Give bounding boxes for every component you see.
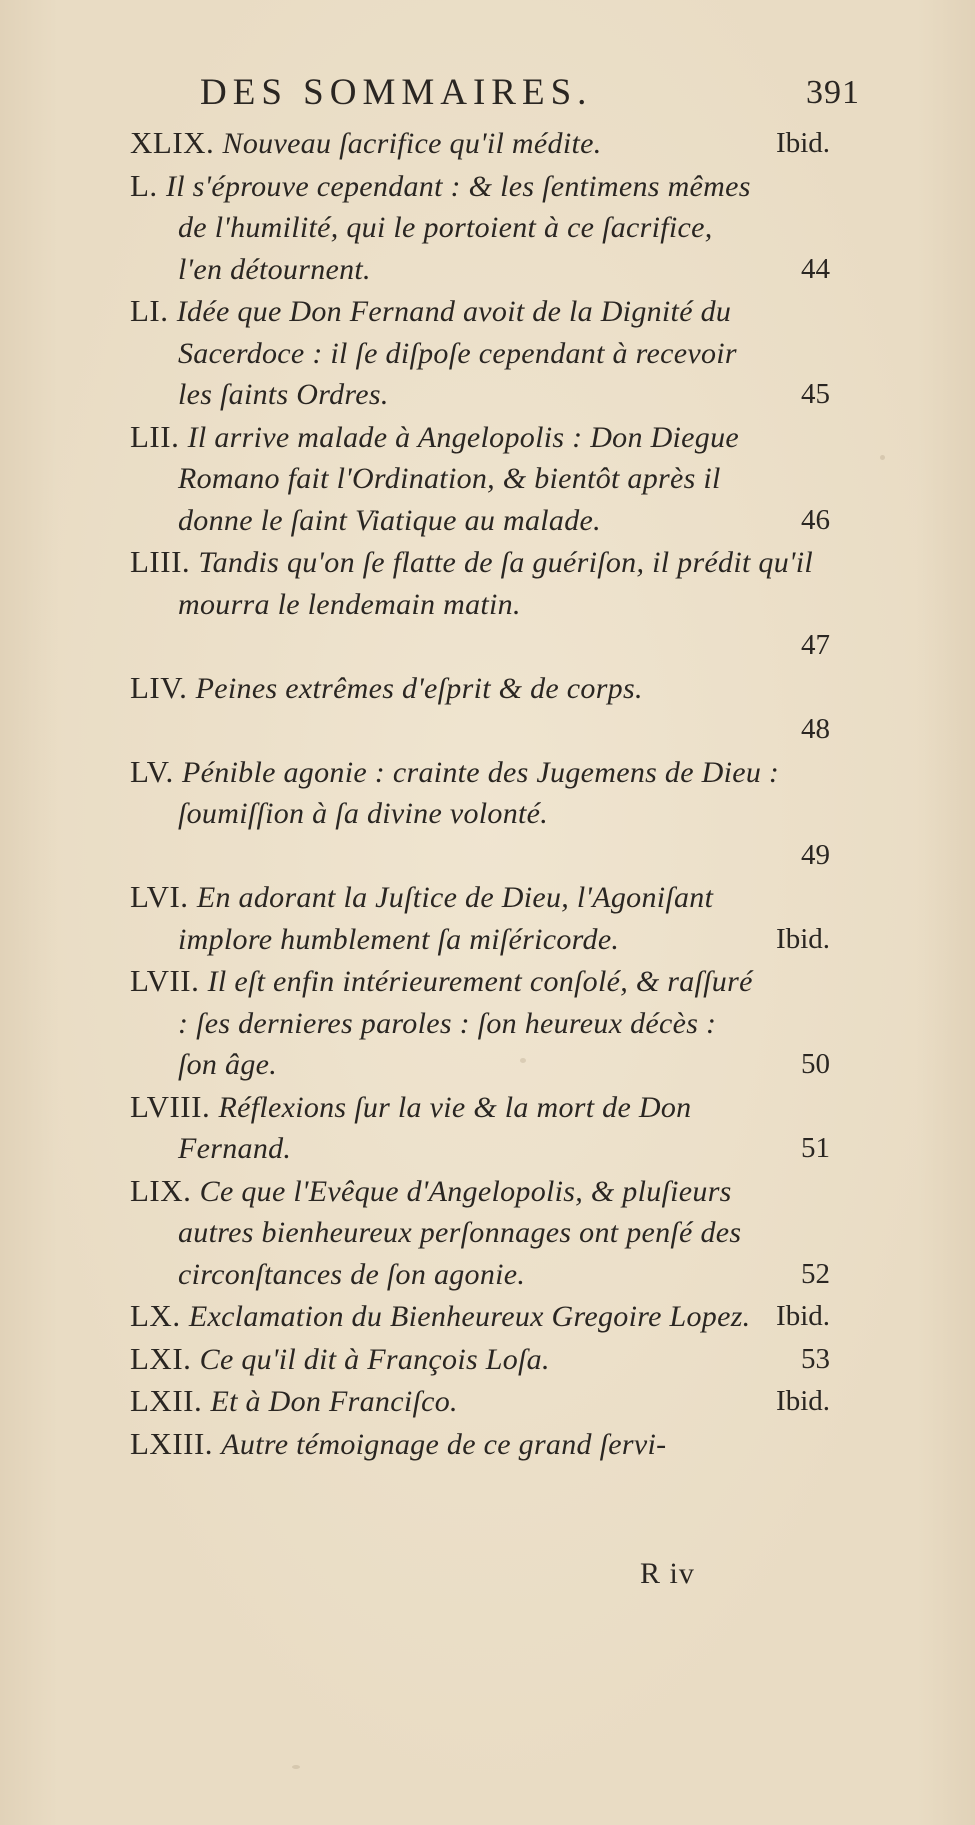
entry-page-ref: 48 <box>801 713 830 745</box>
entry-page-ref: 49 <box>801 838 830 871</box>
entry-summary: Idée que Don Fernand avoit de la Dignité du Sacerdoce : il ſe diſpoſe cependant à recevoir les ſaints Ordres. <box>176 295 737 411</box>
entry-page-ref: Ibid. <box>776 922 830 955</box>
entry-number: LX. <box>130 1298 189 1333</box>
entry-number: LVIII. <box>130 1088 219 1124</box>
entry-summary: Ce qu'il dit à François Loſa. <box>199 1342 550 1376</box>
entry-summary: Réflexions ſur la vie & la mort de Don Fernand. <box>178 1090 692 1165</box>
toc-entry <box>130 416 830 542</box>
toc-entry <box>130 960 830 1086</box>
page-number: 391 <box>806 74 860 111</box>
toc-entry <box>130 751 830 877</box>
entry-page-ref: Ibid. <box>776 1385 830 1417</box>
toc-entry <box>130 1086 830 1170</box>
toc-entry <box>130 290 830 416</box>
entry-page-ref: 46 <box>801 503 830 536</box>
entry-page-ref: 44 <box>801 252 830 285</box>
toc-entry <box>130 1423 830 1466</box>
entry-page-ref: 53 <box>801 1342 830 1375</box>
entry-number: LV. <box>130 753 182 789</box>
entry-page-ref: 50 <box>801 1048 830 1080</box>
paper-stain <box>292 1765 300 1769</box>
toc-entry <box>130 1380 830 1423</box>
entry-number: LIX. <box>130 1172 200 1208</box>
entry-number: LIII. <box>130 544 199 579</box>
entry-summary: Exclamation du Bienheureux Gregoire Lopez. <box>188 1300 751 1333</box>
entry-page-ref: 52 <box>801 1257 830 1290</box>
entry-summary: Il arrive malade à Angelopolis : Don Diegue Romano fait l'Ordination, & bientôt après il donne le ſaint Viatique au malade. <box>178 420 740 537</box>
paper-stain <box>880 455 885 460</box>
toc-entry <box>130 1338 830 1381</box>
entry-number: LXII. <box>130 1383 211 1418</box>
entry-summary: En adorant la Juſtice de Dieu, l'Agoniſant implore humblement ſa miſéricorde. <box>178 881 714 956</box>
entry-number: LXIII. <box>130 1425 222 1461</box>
entry-page-ref: 51 <box>801 1132 830 1164</box>
toc-entry <box>130 876 830 960</box>
toc-entry <box>130 122 830 165</box>
entry-summary: Pénible agonie : crainte des Jugemens de Dieu : ſoumiſſion à ſa divine volonté. <box>178 755 780 830</box>
header-title: DES SOMMAIRES. <box>200 72 593 113</box>
entry-summary: Et à Don Franciſco. <box>210 1385 458 1418</box>
table-of-contents <box>130 122 830 1465</box>
running-header <box>200 68 860 118</box>
signature-mark: R iv <box>640 1557 695 1590</box>
entry-summary: Ce que l'Evêque d'Angelopolis, & pluſieurs autres bienheureux perſonnages ont penſé des circonſtances de ſon agonie. <box>178 1174 742 1291</box>
entry-summary: Il s'éprouve cependant : & les ſentimens mêmes de l'humilité, qui le portoient à ce ſacrifice, l'en détournent. <box>165 169 751 286</box>
entry-number: L. <box>130 167 166 203</box>
toc-entry <box>130 1295 830 1338</box>
entry-number: LIV. <box>130 669 196 705</box>
entry-page-ref: Ibid. <box>776 1300 830 1332</box>
entry-summary: Nouveau ſacrifice qu'il médite. <box>222 127 602 160</box>
entry-number: LVI. <box>130 879 197 914</box>
entry-number: LXI. <box>130 1340 200 1376</box>
entry-summary: Autre témoignage de ce grand ſervi- <box>221 1427 667 1461</box>
entry-number: LI. <box>130 293 177 328</box>
entry-summary: Tandis qu'on ſe flatte de ſa guériſon, il prédit qu'il mourra le lendemain matin. <box>178 546 813 621</box>
entry-page-ref: Ibid. <box>776 127 830 159</box>
entry-number: LVII. <box>130 963 208 998</box>
entry-summary: Il eſt enfin intérieurement conſolé, & raſſuré : ſes dernieres paroles : ſon heureux décès : ſon âge. <box>178 965 753 1081</box>
entry-page-ref: 47 <box>801 629 830 661</box>
entry-number: XLIX. <box>130 125 223 160</box>
toc-entry <box>130 541 830 667</box>
toc-entry <box>130 667 830 751</box>
entry-summary: Peines extrêmes d'eſprit & de corps. <box>195 671 643 705</box>
entry-page-ref: 45 <box>801 378 830 410</box>
toc-entry <box>130 165 830 291</box>
entry-number: LII. <box>130 418 188 454</box>
toc-entry <box>130 1170 830 1296</box>
